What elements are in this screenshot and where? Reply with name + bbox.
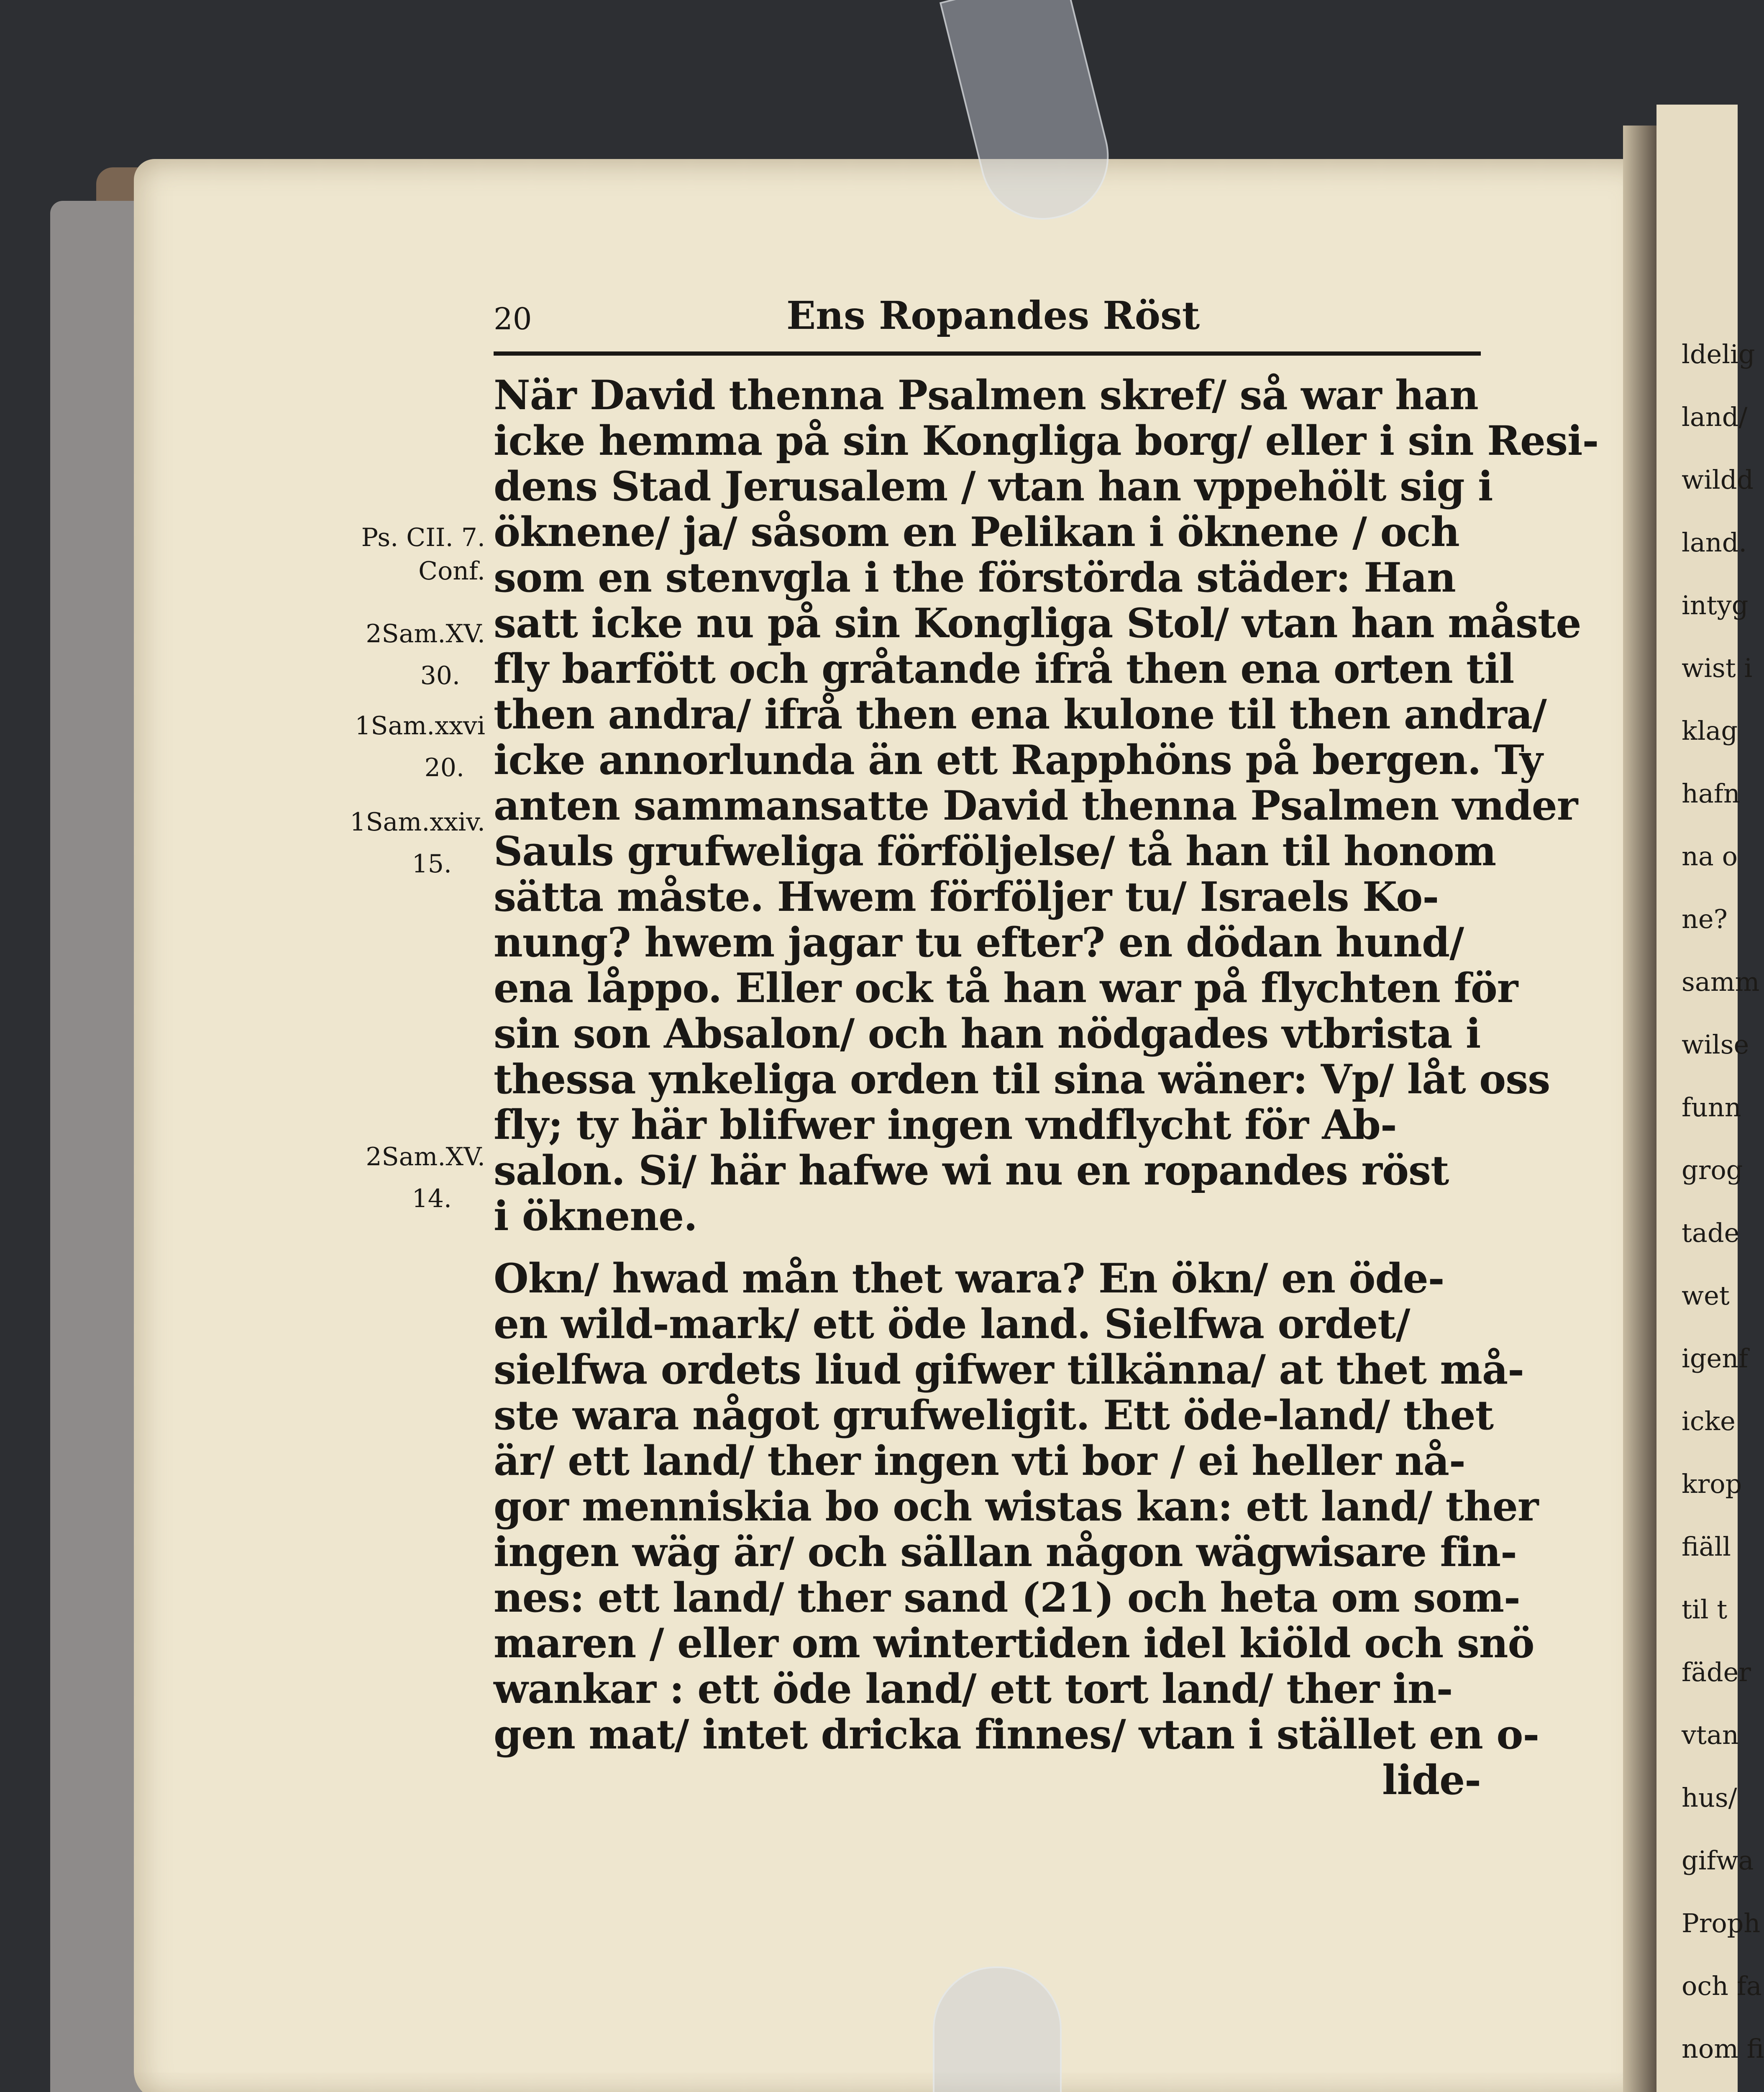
facing-page-fragment: ne?	[1682, 904, 1728, 934]
facing-page-fragment: Proph	[1682, 1908, 1761, 1938]
margin-note: 1Sam.xxvi	[355, 711, 485, 741]
text-line: dens Stad Jerusalem / vtan han vppehölt sig i	[494, 463, 1493, 510]
facing-page-fragment: land/	[1682, 402, 1748, 432]
text-line: satt icke nu på sin Kongliga Stol/ vtan han måste	[494, 600, 1581, 647]
text-line: gor menniskia bo och wistas kan: ett land/ ther	[494, 1483, 1539, 1530]
facing-page-fragment: na o	[1682, 841, 1738, 872]
text-line: ste wara något grufweligit. Ett öde-land/ thet	[494, 1392, 1494, 1439]
facing-page-edge	[1656, 105, 1764, 2092]
text-line: som en stenvgla i the förstörda städer: Han	[494, 554, 1456, 601]
margin-note: Conf.	[418, 556, 485, 586]
page-clip-bottom	[933, 1966, 1062, 2092]
text-line: Sauls grufweliga förföljelse/ tå han til honom	[494, 828, 1496, 875]
facing-page-fragment: funn	[1682, 1092, 1741, 1123]
text-line: fly barfött och gråtande ifrå then ena orten til	[494, 645, 1514, 692]
running-title: Ens Ropandes Röst	[786, 293, 1200, 338]
text-line: är/ ett land/ ther ingen vti bor / ei heller nå-	[494, 1437, 1465, 1484]
text-line: sätta måste. Hwem förföljer tu/ Israels Ko-	[494, 873, 1439, 920]
margin-note: 30.	[420, 661, 460, 690]
text-line: sielfwa ordets liud gifwer tilkänna/ at thet må-	[494, 1346, 1524, 1393]
facing-page-fragment: hus/	[1682, 1782, 1737, 1813]
text-line: Okn/ hwad mån thet wara? En ökn/ en öde-	[494, 1255, 1444, 1302]
text-line: i öknene.	[494, 1192, 697, 1240]
page-number: 20	[494, 301, 532, 336]
facing-page-fragment: hafn	[1682, 778, 1740, 809]
text-line: nes: ett land/ ther sand (21) och heta om som-	[494, 1574, 1520, 1621]
paragraph	[494, 372, 1599, 1240]
page-content	[494, 293, 1599, 1804]
text-line: gen mat/ intet dricka finnes/ vtan i stället en o-	[494, 1711, 1539, 1758]
margin-note: 20.	[424, 753, 464, 782]
facing-page-fragment: icke	[1682, 1406, 1736, 1436]
facing-page-fragment: gifwa	[1682, 1845, 1754, 1876]
text-line: maren / eller om wintertiden idel kiöld och snö	[494, 1620, 1534, 1667]
margin-note: 2Sam.XV.	[366, 619, 485, 649]
text-line: thessa ynkeliga orden til sina wäner: Vp/ låt oss	[494, 1056, 1550, 1103]
text-line: ena låppo. Eller ock tå han war på flychten för	[494, 964, 1518, 1012]
facing-page-fragment: fäder	[1682, 1657, 1751, 1687]
facing-page-fragment: ldelig	[1682, 339, 1755, 369]
text-line: salon. Si/ här hafwe wi nu en ropandes röst	[494, 1147, 1449, 1194]
facing-page-fragment: intyg	[1682, 590, 1749, 620]
margin-note: 2Sam.XV.	[366, 1142, 485, 1172]
facing-page-fragment: wet	[1682, 1280, 1730, 1311]
paragraph	[494, 1255, 1539, 1804]
page-header	[494, 293, 1481, 347]
text-line: then andra/ ifrå then ena kulone til then andra/	[494, 691, 1546, 738]
facing-page-fragment: krop	[1682, 1469, 1742, 1499]
text-line: anten sammansatte David thenna Psalmen vnder	[494, 782, 1578, 829]
facing-page-fragment: vtan	[1682, 1720, 1739, 1750]
text-line: sin son Absalon/ och han nödgades vtbrista i	[494, 1010, 1481, 1057]
text-line: en wild-mark/ ett öde land. Sielfwa ordet/	[494, 1300, 1410, 1348]
text-line: ingen wäg är/ och sällan någon wägwisare fin-	[494, 1528, 1517, 1576]
margin-note: 1Sam.xxiv.	[350, 808, 485, 837]
text-line: icke hemma på sin Kongliga borg/ eller i sin Resi-	[494, 417, 1599, 464]
text-line: öknene/ ja/ såsom en Pelikan i öknene / och	[494, 508, 1459, 556]
facing-page-fragment: grog	[1682, 1155, 1743, 1185]
text-line: wankar : ett öde land/ ett tort land/ ther in-	[494, 1665, 1453, 1713]
facing-page-fragment: nom fi	[1682, 2033, 1764, 2064]
margin-note: 15.	[412, 849, 452, 879]
text-line: lide-	[1382, 1756, 1481, 1804]
facing-page-fragment: klag	[1682, 715, 1738, 746]
text-line: fly; ty här blifwer ingen vndflycht för Ab-	[494, 1101, 1397, 1149]
facing-page-fragment: och fa	[1682, 1971, 1762, 2001]
facing-page-fragment: land.	[1682, 527, 1747, 558]
facing-page-fragment: fiäll	[1682, 1531, 1731, 1562]
margin-note: 14.	[412, 1184, 452, 1213]
text-line: När David thenna Psalmen skref/ så war han	[494, 372, 1478, 419]
text-line: icke annorlunda än ett Rapphöns på bergen. Ty	[494, 736, 1543, 784]
facing-page-fragment: wilse	[1682, 1029, 1749, 1060]
facing-page-fragment: wildd	[1682, 464, 1754, 495]
facing-page-fragment: tade	[1682, 1218, 1740, 1248]
margin-note: Ps. CII. 7.	[361, 523, 485, 552]
header-rule	[494, 351, 1481, 361]
facing-page-fragment: samm	[1682, 967, 1760, 997]
text-line: nung? hwem jagar tu efter? en dödan hund/	[494, 919, 1464, 966]
facing-page-fragment: igenf	[1682, 1343, 1749, 1374]
facing-page-fragment: wist i	[1682, 653, 1753, 683]
facing-page-fragment: til t	[1682, 1594, 1728, 1625]
paragraph-gap	[494, 1239, 1481, 1256]
